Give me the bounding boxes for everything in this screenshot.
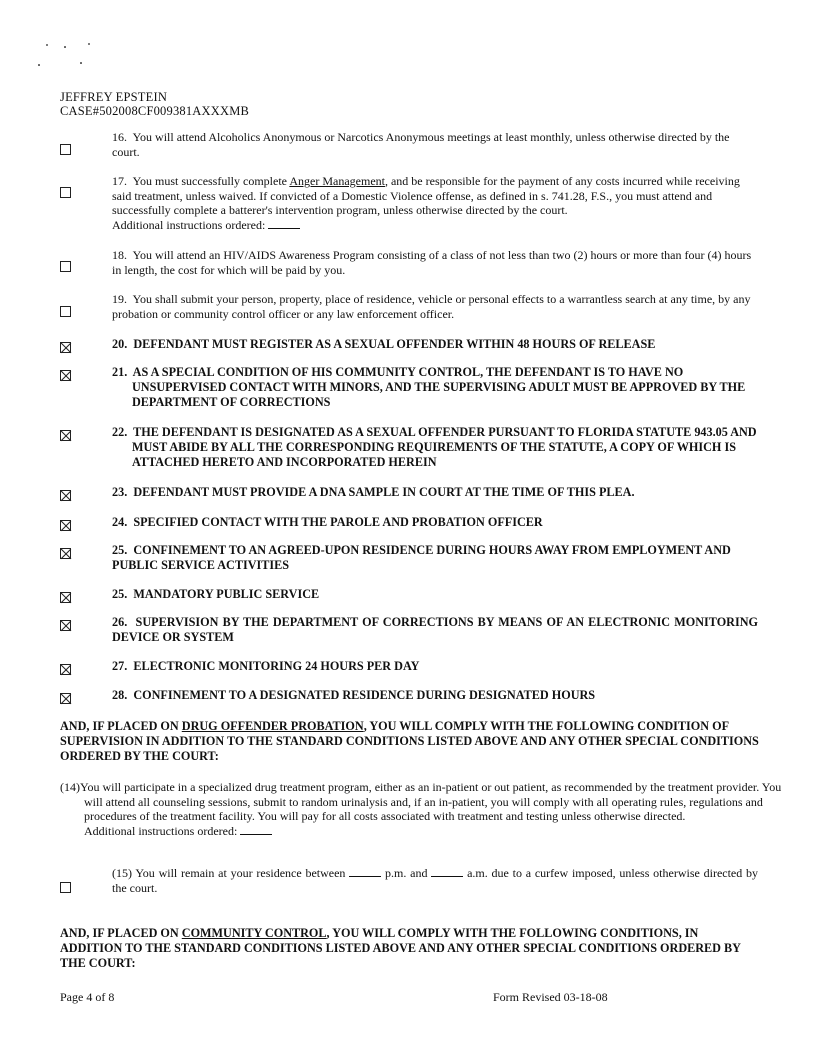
checkbox-icon[interactable]	[60, 882, 71, 893]
condition-text: 27. ELECTRONIC MONITORING 24 HOURS PER DAY	[112, 659, 420, 673]
scan-speck	[38, 64, 40, 66]
condition-text: 26. SUPERVISION BY THE DEPARTMENT OF CORRECTIONS BY MEANS OF AN ELECTRONIC MONITORING DEVICE OR SYSTEM	[112, 615, 759, 644]
checked-box-icon[interactable]	[60, 693, 71, 704]
checked-box-icon[interactable]	[60, 490, 71, 501]
condition-text: 22. THE DEFENDANT IS DESIGNATED AS A SEXUAL OFFENDER PURSUANT TO FLORIDA STATUTE 943.05 AND MUST ABIDE BY ALL THE CORRESPONDING REQUIREMENTS OF THE STATUTE, A COPY OF WHICH IS ATTACHED HERETO AND INCORPORATED HEREIN	[112, 425, 757, 469]
checkbox-icon[interactable]	[60, 187, 71, 198]
checked-box-icon[interactable]	[60, 342, 71, 353]
condition-text: 25. CONFINEMENT TO AN AGREED-UPON RESIDENCE DURING HOURS AWAY FROM EMPLOYMENT AND PUBLIC SERVICE ACTIVITIES	[112, 543, 731, 572]
condition-text: 20. DEFENDANT MUST REGISTER AS A SEXUAL OFFENDER WITHIN 48 HOURS OF RELEASE	[112, 337, 656, 351]
checked-box-icon[interactable]	[60, 664, 71, 675]
scan-speck	[64, 46, 66, 48]
defendant-name: JEFFREY EPSTEIN	[60, 90, 168, 104]
blank-line[interactable]	[240, 825, 272, 835]
condition-text: 24. SPECIFIED CONTACT WITH THE PAROLE AND PROBATION OFFICER	[112, 515, 543, 529]
condition-text: 25. MANDATORY PUBLIC SERVICE	[112, 587, 320, 601]
checked-box-icon[interactable]	[60, 430, 71, 441]
blank-line[interactable]	[268, 219, 300, 229]
checked-box-icon[interactable]	[60, 548, 71, 559]
scan-speck	[88, 43, 90, 45]
page-number: Page 4 of 8	[60, 990, 115, 1004]
condition-text: 16. You will attend Alcoholics Anonymous or Narcotics Anonymous meetings at least monthly, unless otherwise directed by the court.	[112, 130, 730, 159]
condition-text: 19. You shall submit your person, property, place of residence, vehicle or personal effects to a warrantless search at any time, by any probation or community control officer or any law enforcement officer.	[112, 292, 751, 321]
checkbox-icon[interactable]	[60, 144, 71, 155]
blank-line[interactable]	[349, 867, 381, 877]
form-revised: Form Revised 03-18-08	[493, 990, 608, 1004]
scan-speck	[80, 62, 82, 64]
checked-box-icon[interactable]	[60, 370, 71, 381]
checkbox-icon[interactable]	[60, 306, 71, 317]
case-number: CASE#502008CF009381AXXXMB	[60, 104, 250, 118]
drug-condition-14: (14)You will participate in a specialized drug treatment program, either as an in-patient or out patient, as recommended by the treatment provider. You will attend all counseling sessions, submit to random urinalysis and, if an in-patient, you will comply with all operating rules, regulations and procedures of the treatment facility. You will pay for all costs associated with treatment and testing unless otherwise directed. Additional instructions ordered:	[60, 780, 782, 838]
condition-text: 23. DEFENDANT MUST PROVIDE A DNA SAMPLE IN COURT AT THE TIME OF THIS PLEA.	[112, 485, 635, 499]
checked-box-icon[interactable]	[60, 620, 71, 631]
community-control-heading: AND, IF PLACED ON COMMUNITY CONTROL, YOU WILL COMPLY WITH THE FOLLOWING CONDITIONS, IN ADDITION TO THE STANDARD CONDITIONS LISTED ABOVE AND ANY OTHER SPECIAL CONDITIONS ORDERED BY THE COURT:	[60, 926, 741, 970]
condition-text: 21. AS A SPECIAL CONDITION OF HIS COMMUNITY CONTROL, THE DEFENDANT IS TO HAVE NO UNSUPERVISED CONTACT WITH MINORS, AND THE SUPERVISING ADULT MUST BE APPROVED BY THE DEPARTMENT OF CORRECTIONS	[112, 365, 746, 409]
checked-box-icon[interactable]	[60, 592, 71, 603]
scan-speck	[46, 44, 48, 46]
drug-offender-heading: AND, IF PLACED ON DRUG OFFENDER PROBATION, YOU WILL COMPLY WITH THE FOLLOWING CONDITION OF SUPERVISION IN ADDITION TO THE STANDARD CONDITIONS LISTED ABOVE AND ANY OTHER SPECIAL CONDITIONS ORDERED BY THE COURT:	[60, 719, 759, 763]
checkbox-icon[interactable]	[60, 261, 71, 272]
blank-line[interactable]	[431, 867, 463, 877]
condition-text: 28. CONFINEMENT TO A DESIGNATED RESIDENCE DURING DESIGNATED HOURS	[112, 688, 596, 702]
condition-text: 17. You must successfully complete Anger Management, and be responsible for the payment of any costs incurred while receiving said treatment, unless waived. If convicted of a Domestic Violence offense, as defined in s. 741.28, F.S., you must attend and successfully complete a batterer's intervention program, unless otherwise directed by the court. Additional instructions ordered:	[112, 174, 740, 232]
condition-text: (15) You will remain at your residence between p.m. and a.m. due to a curfew imposed, unless otherwise directed by the court.	[112, 866, 759, 895]
condition-text: 18. You will attend an HIV/AIDS Awareness Program consisting of a class of not less than two (2) hours or more than four (4) hours in length, the cost for which will be paid by you.	[112, 248, 752, 277]
checked-box-icon[interactable]	[60, 520, 71, 531]
